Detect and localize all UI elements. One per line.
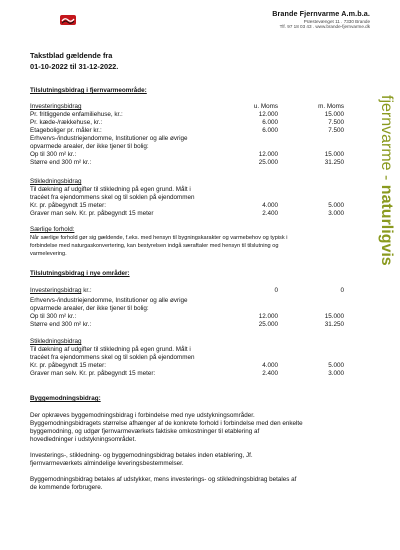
row-label: Op til 300 m² kr.: (30, 313, 77, 320)
row-ex-value: 0 (274, 287, 278, 294)
saerlige-text-line: forbindelse med naturgaskonvertering, kan bestyrelsen indgå særaftaler med hensyn til tilslutning og (30, 243, 279, 249)
investeringsbidrag-row (30, 287, 92, 295)
row-label: Større end 300 m² kr.: (30, 159, 92, 166)
row-inc-value: 5.000 (328, 362, 344, 369)
brand-word-naturligvis: naturligvis (378, 184, 395, 266)
investeringsbidrag-label: Investeringsbidrag (30, 287, 82, 294)
row-ex-value: 6.000 (262, 127, 278, 134)
section-heading-byggemodning: Byggemodningsbidrag: (30, 395, 101, 402)
erhverv-text-line: Erhvervs-/industriejendomme, Institutioner og alle øvrige (30, 297, 188, 304)
row-label: Pr. kæde-/rækkehuse, kr.: (30, 119, 103, 126)
row-ex-value: 4.000 (262, 362, 278, 369)
row-inc-value: 0 (340, 287, 344, 294)
row-label: Graver man selv. Kr. pr. påbegyndt 15 meter: (30, 370, 156, 377)
erhverv-text-line: Erhvervs-/industriejendomme, Institutioner og alle øvrige (30, 135, 188, 142)
row-label: Kr. pr. påbegyndt 15 meter: (30, 362, 106, 369)
row-inc-value: 15.000 (324, 151, 344, 158)
svg-text:fjernvarme - naturligvis (378, 95, 395, 266)
row-inc-value: 31.250 (324, 159, 344, 166)
row-ex-value: 25.000 (258, 321, 278, 328)
investeringsbidrag-suffix: kr.: (81, 287, 92, 294)
col-header-inc-moms: m. Moms (318, 103, 344, 110)
row-ex-value: 12.000 (258, 151, 278, 158)
row-inc-value: 7.500 (328, 127, 344, 134)
paragraph-line: byggemodning, og udgør fjernvarmeværkets faktiske omkostninger til etablering af (30, 428, 260, 435)
erhverv-text-line: opvarmede arealer, der ikke tjener til bolig: (30, 143, 149, 150)
stik-text-line: Til dækning af udgifter til stikledning på egen grund. Målt i (30, 346, 191, 353)
paragraph-line: hovedledninger i udstykningsområdet. (30, 436, 137, 443)
company-address: Præstevænget 11 . 7330 Brande (303, 19, 370, 24)
stik-text-line: tracéet fra ejendommens skel og til soklen på ejendommen (30, 194, 195, 201)
paragraph-line: fjernvarmeværkets almindelige leveringsbestemmelser. (30, 460, 184, 467)
title-line-2: 01-10-2022 til 31-12-2022. (30, 61, 119, 71)
saerlige-text-line: varmelevering. (30, 251, 67, 257)
paragraph-line: Byggemodningsbidragets størrelse afhænger af de konkrete forhold i forbindelse med den enkelte (30, 420, 303, 427)
row-inc-value: 3.000 (328, 210, 344, 217)
row-inc-value: 15.000 (324, 313, 344, 320)
row-inc-value: 31.250 (324, 321, 344, 328)
row-label: Pr. fritliggende enfamiliehuse, kr.: (30, 111, 123, 118)
paragraph-line: Investerings-, stikledning- og byggemodningsbidrag betales inden etablering, Jf. (30, 452, 253, 459)
brand-dash: - (378, 170, 395, 185)
row-label: Etageboliger pr. måler kr.: (30, 127, 102, 134)
row-inc-value: 7.500 (328, 119, 344, 126)
row-ex-value: 2.400 (262, 370, 278, 377)
erhverv-text-line: opvarmede arealer, der ikke tjener til bolig: (30, 305, 149, 312)
stikledningsbidrag-heading: Stikledningsbidrag (30, 338, 82, 345)
stikledningsbidrag-heading: Stikledningsbidrag (30, 178, 82, 185)
row-ex-value: 2.400 (262, 210, 278, 217)
company-name: Brande Fjernvarme A.m.b.a. (272, 9, 370, 18)
row-ex-value: 12.000 (258, 111, 278, 118)
row-ex-value: 4.000 (262, 202, 278, 209)
saerlige-text-line: Når særlige forhold gør sig gældende, f.eks. med hensyn til bygningskarakter og varmebehov og typisk i (30, 235, 288, 241)
row-inc-value: 15.000 (324, 111, 344, 118)
document-title (30, 51, 118, 72)
paragraph-line: de kommende forbrugere. (30, 484, 103, 491)
paragraph-line: Byggemodningsbidrag betales af udstykker, mens investerings- og stikledningsbidrag betales af (30, 476, 297, 483)
brand-word-fjernvarme: fjernvarme (378, 95, 395, 171)
row-inc-value: 3.000 (328, 370, 344, 377)
stik-text-line: tracéet fra ejendommens skel og til soklen på ejendommen (30, 354, 195, 361)
row-label: Op til 300 m² kr.: (30, 151, 77, 158)
side-brand-wordmark (366, 95, 395, 340)
row-label: Graver man selv. Kr. pr. påbegyndt 15 meter (30, 210, 154, 217)
row-ex-value: 25.000 (258, 159, 278, 166)
row-label: Større end 300 m² kr.: (30, 321, 92, 328)
company-logo-icon (60, 15, 76, 25)
company-contact: Tlf. 97 18 03 43 . www.brande-fjernvarme.dk (279, 24, 370, 29)
company-header (272, 9, 370, 29)
paragraph-line: Der opkræves byggemodningsbidrag i forbindelse med nye udstykningsområder. (30, 412, 255, 419)
row-label: Kr. pr. påbegyndt 15 meter: (30, 202, 106, 209)
section-heading-nye-omraader: Tilslutningsbidrag i nye områder: (30, 270, 130, 277)
section-heading-fjernvarmeomraade: Tilslutningsbidrag i fjernvarmeområde: (30, 87, 147, 94)
row-ex-value: 12.000 (258, 313, 278, 320)
saerlige-forhold-heading: Særlige forhold: (30, 226, 75, 233)
row-inc-value: 5.000 (328, 202, 344, 209)
title-line-1: Takstblad gældende fra (30, 51, 113, 60)
stik-text-line: Til dækning af udgifter til stikledning på egen grund. Målt i (30, 186, 191, 193)
col-header-ex-moms: u. Moms (253, 103, 278, 110)
row-ex-value: 6.000 (262, 119, 278, 126)
investeringsbidrag-heading: Investeringsbidrag (30, 103, 82, 110)
